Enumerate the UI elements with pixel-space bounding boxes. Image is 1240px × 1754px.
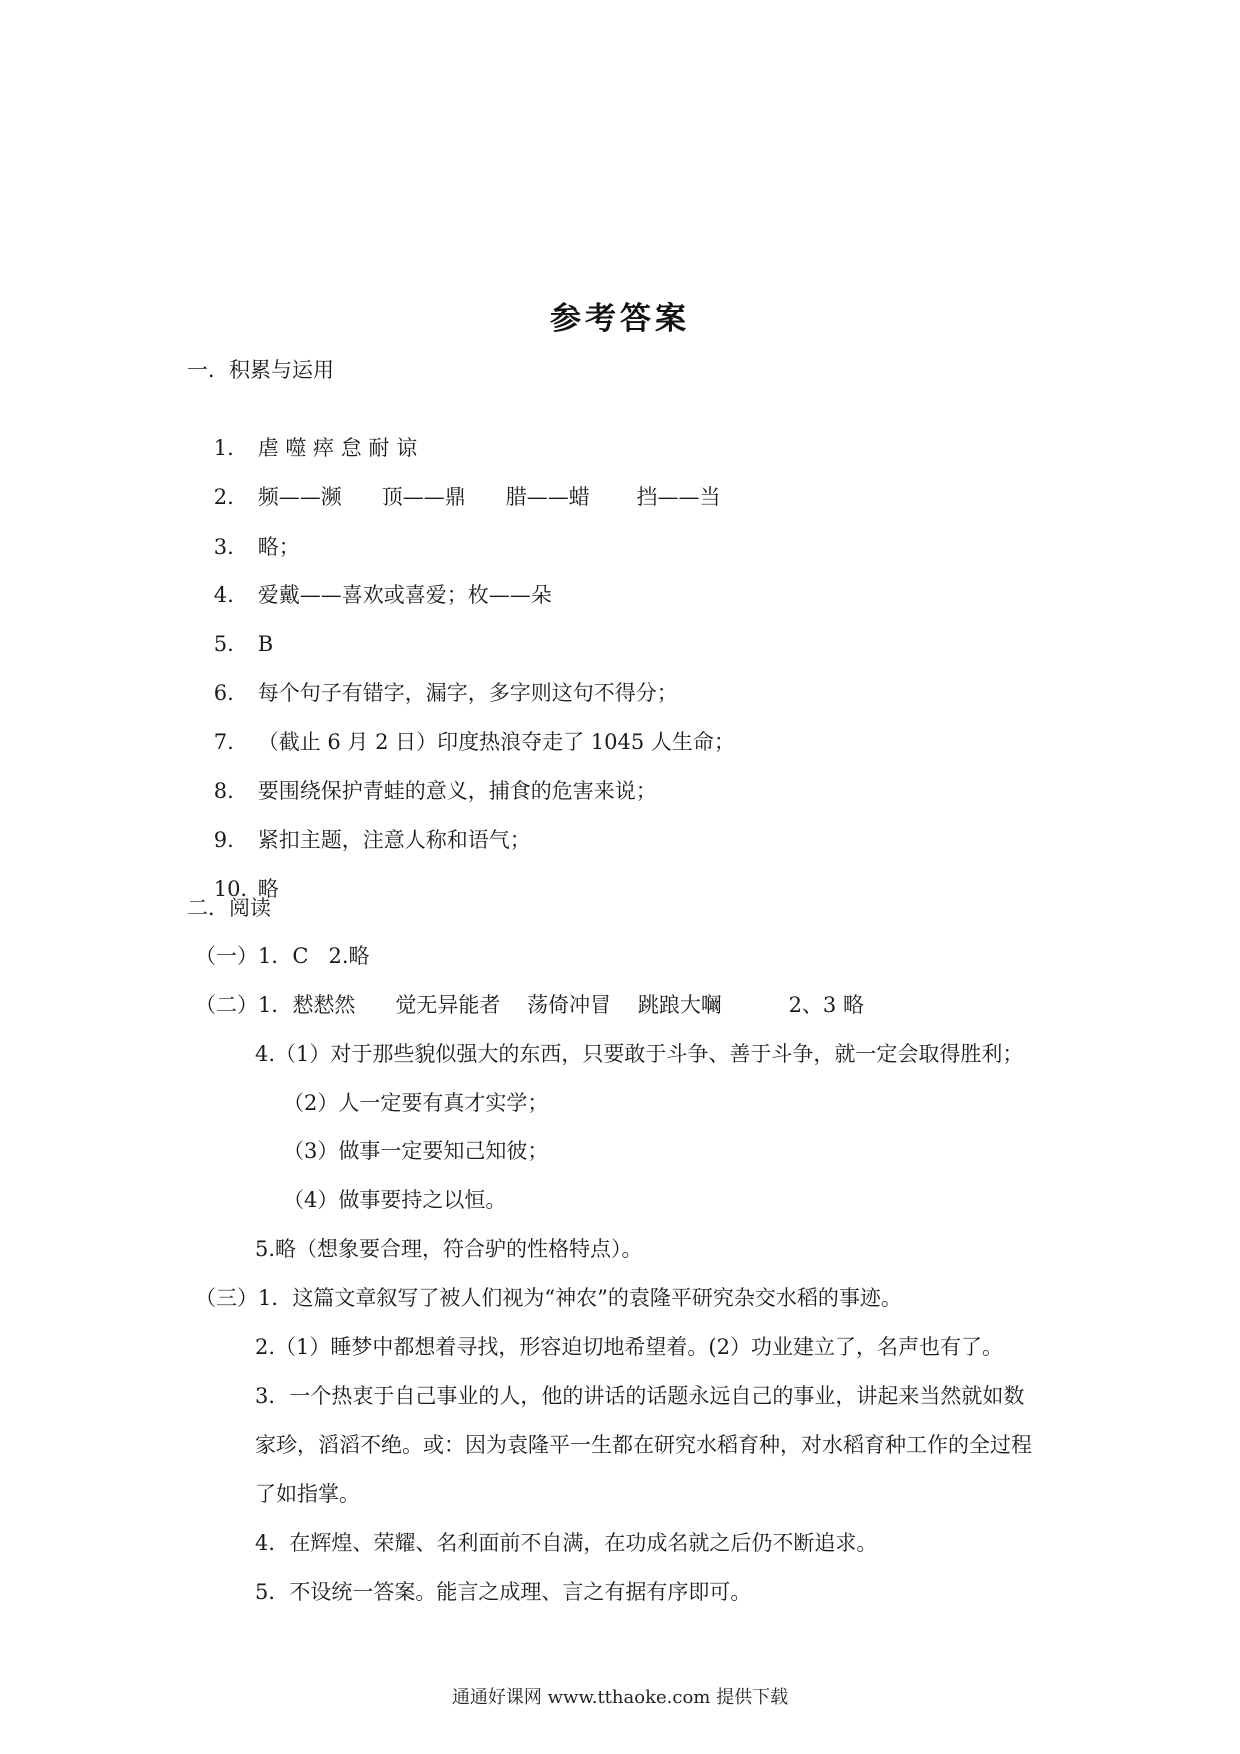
item-number: 5. — [213, 632, 234, 656]
reading-2-answer-4-2: （2）人一定要有真才实学； — [283, 1091, 549, 1115]
item-number: 9. — [213, 828, 234, 852]
reading-3-answer-5: 5．不设统一答案。能言之成理、言之有据有序即可。 — [255, 1580, 752, 1604]
item-text: 要围绕保护青蛙的意义，捕食的危害来说； — [257, 779, 657, 803]
item-text: 频——濒 顶——鼎 腊——蜡 挡——当 — [257, 485, 721, 509]
reading-1-answer: （一）1．C 2.略 — [195, 944, 370, 968]
item-text: 略； — [257, 535, 300, 559]
item-text: 爱戴——喜欢或喜爱；枚——朵 — [257, 583, 552, 607]
item-text: 略 — [257, 877, 279, 901]
reading-2-answer-1: （二）1．慭慭然 觉无异能者 荡倚冲冒 跳踉大㘎 2、3 略 — [195, 993, 864, 1017]
reading-2-answer-4-3: （3）做事一定要知己知彼； — [283, 1139, 549, 1163]
section2-heading: 二．阅读 — [187, 896, 271, 920]
item-text: （截止 6 月 2 日）印度热浪夺走了 1045 人生命； — [257, 730, 735, 754]
reading-2-answer-5: 5.略（想象要合理，符合驴的性格特点）。 — [255, 1237, 643, 1261]
page-footer: 通通好课网 www.tthaoke.com 提供下载 — [451, 1687, 789, 1708]
section1-heading: 一．积累与运用 — [187, 358, 334, 382]
item-number: 1. — [213, 436, 234, 460]
reading-3-answer-3-line1: 3．一个热衷于自己事业的人，他的讲话的话题永远自己的事业，讲起来当然就如数 — [255, 1384, 1025, 1408]
reading-3-answer-2: 2.（1）睡梦中都想着寻找，形容迫切地希望着。(2）功业建立了，名声也有了。 — [255, 1335, 1003, 1359]
item-number: 6. — [213, 681, 234, 705]
reading-2-answer-4-4: （4）做事要持之以恒。 — [283, 1188, 507, 1212]
item-number: 4. — [213, 583, 234, 607]
page-title: 参考答案 — [550, 301, 690, 337]
reading-3-answer-3-line3: 了如指掌。 — [255, 1482, 360, 1506]
item-text: 每个句子有错字，漏字，多字则这句不得分； — [257, 681, 678, 705]
item-number: 10. — [213, 877, 248, 901]
reading-3-answer-3-line2: 家珍，滔滔不绝。或：因为袁隆平一生都在研究水稻育种，对水稻育种工作的全过程 — [255, 1433, 1032, 1457]
reading-3-answer-1: （三）1．这篇文章叙写了被人们视为“神农”的袁隆平研究杂交水稻的事迹。 — [195, 1286, 902, 1310]
item-number: 3. — [213, 535, 234, 559]
reading-2-answer-4: 4.（1）对于那些貌似强大的东西，只要敢于斗争、善于斗争，就一定会取得胜利； — [255, 1042, 1024, 1066]
reading-3-answer-4: 4．在辉煌、荣耀、名利面前不自满，在功成名就之后仍不断追求。 — [255, 1531, 878, 1555]
item-text: 紧扣主题，注意人称和语气； — [257, 828, 531, 852]
item-number: 7. — [213, 730, 234, 754]
item-text: B — [257, 632, 274, 656]
item-number: 2. — [213, 485, 234, 509]
item-text: 虐 噬 瘁 怠 耐 谅 — [257, 436, 418, 460]
item-number: 8. — [213, 779, 234, 803]
